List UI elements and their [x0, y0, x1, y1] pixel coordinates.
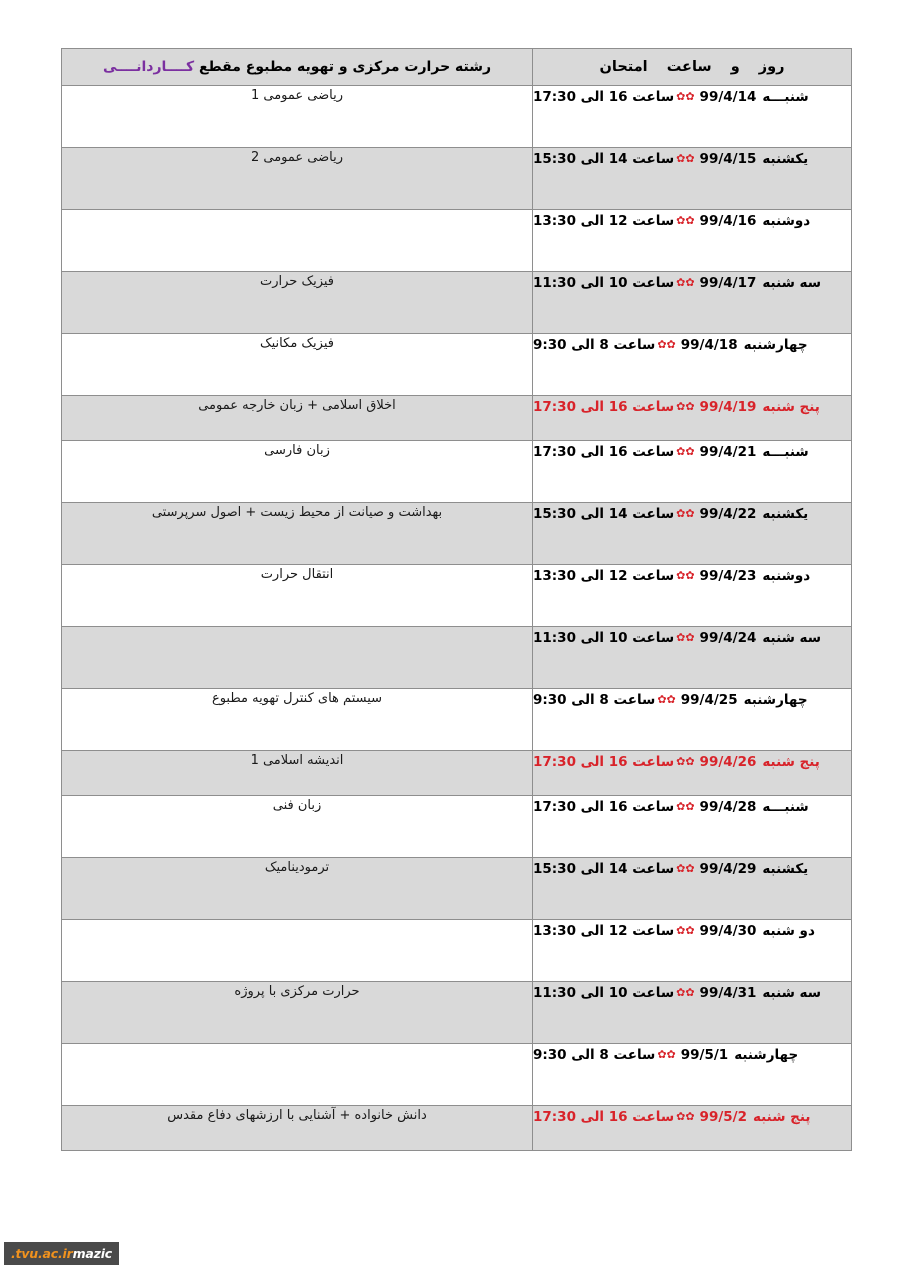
exam-hour-label: ساعت 16 الی 17:30 — [533, 444, 675, 460]
exam-subject-cell — [62, 396, 533, 441]
exam-datetime-text — [533, 1045, 798, 1065]
exam-subject-text: فیزیک مکانیک — [260, 336, 334, 351]
exam-datetime-text — [533, 859, 808, 879]
exam-datetime-cell — [533, 982, 852, 1044]
exam-hour-label: ساعت 12 الی 13:30 — [533, 568, 675, 584]
exam-hour-label: ساعت 8 الی 9:30 — [533, 1047, 656, 1063]
exam-date-label: 99/4/14 — [699, 89, 757, 105]
exam-datetime-cell — [533, 148, 852, 210]
exam-subject-text: حرارت مرکزی با پروژه — [234, 984, 360, 999]
table-row — [62, 334, 852, 396]
exam-datetime-cell — [533, 689, 852, 751]
exam-subject-cell — [62, 1106, 533, 1151]
exam-datetime-text — [533, 504, 808, 524]
exam-hour-label: ساعت 8 الی 9:30 — [533, 337, 656, 353]
column-header-subject-label — [62, 59, 532, 75]
exam-subject-cell — [62, 627, 533, 689]
exam-hour-label: ساعت 14 الی 15:30 — [533, 506, 675, 522]
exam-day-label: شنبـــه — [762, 799, 809, 815]
table-row — [62, 858, 852, 920]
table-row — [62, 272, 852, 334]
exam-date-label: 99/4/30 — [699, 923, 757, 939]
exam-datetime-cell — [533, 858, 852, 920]
exam-date-label: 99/4/18 — [680, 337, 738, 353]
exam-datetime-text — [533, 87, 809, 107]
exam-datetime-cell — [533, 1044, 852, 1106]
exam-subject-cell — [62, 1044, 533, 1106]
exam-day-label: دوشنبه — [762, 213, 811, 229]
exam-datetime-text — [533, 983, 821, 1003]
exam-hour-label: ساعت 16 الی 17:30 — [533, 1109, 675, 1125]
exam-datetime-cell — [533, 334, 852, 396]
table-row — [62, 396, 852, 441]
exam-datetime-text — [533, 397, 820, 417]
flower-separator-icon: ✿✿ — [676, 276, 695, 289]
flower-separator-icon: ✿✿ — [676, 445, 695, 458]
table-row — [62, 210, 852, 272]
exam-date-label: 99/4/16 — [699, 213, 757, 229]
exam-date-label: 99/4/26 — [699, 754, 757, 770]
exam-subject-text: زبان فنی — [272, 798, 322, 813]
exam-datetime-cell — [533, 565, 852, 627]
exam-datetime-text — [533, 442, 809, 462]
exam-subject-text: بهداشت و صیانت از محیط زیست + اصول سرپرستی — [151, 505, 443, 520]
exam-hour-label: ساعت 16 الی 17:30 — [533, 399, 675, 415]
exam-datetime-text — [533, 335, 808, 355]
exam-date-label: 99/4/24 — [699, 630, 757, 646]
exam-subject-text: انتقال حرارت — [260, 567, 334, 582]
exam-hour-label: ساعت 12 الی 13:30 — [533, 213, 675, 229]
flower-separator-icon: ✿✿ — [676, 152, 695, 165]
exam-day-label: چهارشنبه — [743, 337, 808, 353]
exam-subject-text: اخلاق اسلامی + زبان خارجه عمومی — [198, 398, 396, 413]
exam-datetime-cell — [533, 86, 852, 148]
flower-separator-icon: ✿✿ — [676, 986, 695, 999]
exam-subject-cell — [62, 751, 533, 796]
exam-date-label: 99/4/28 — [699, 799, 757, 815]
exam-datetime-text — [533, 211, 810, 231]
exam-day-label: یکشنبه — [762, 861, 809, 877]
exam-subject-cell — [62, 796, 533, 858]
exam-hour-label: ساعت 14 الی 15:30 — [533, 861, 675, 877]
exam-day-label: چهارشنبه — [743, 692, 808, 708]
exam-day-label: سه شنبه — [762, 630, 822, 646]
exam-day-label: یکشنبه — [762, 506, 809, 522]
exam-subject-cell — [62, 503, 533, 565]
column-header-exam-time — [533, 49, 852, 86]
exam-subject-cell — [62, 689, 533, 751]
watermark-suffix: .tvu.ac.ir — [11, 1246, 73, 1261]
flower-separator-icon: ✿✿ — [676, 569, 695, 582]
exam-hour-label: ساعت 8 الی 9:30 — [533, 692, 656, 708]
exam-datetime-cell — [533, 272, 852, 334]
exam-subject-cell — [62, 858, 533, 920]
exam-datetime-text — [533, 566, 810, 586]
exam-day-label: پنج شنبه — [752, 1109, 811, 1125]
exam-subject-text: ریاضی عمومی 1 — [250, 88, 344, 103]
table-row — [62, 920, 852, 982]
table-row — [62, 751, 852, 796]
exam-subject-text: فیزیک حرارت — [259, 274, 335, 289]
exam-day-label: دوشنبه — [762, 568, 811, 584]
exam-hour-label: ساعت 12 الی 13:30 — [533, 923, 675, 939]
exam-datetime-cell — [533, 920, 852, 982]
field-title-text: رشته حرارت مرکزی و تهویه مطبوع مقطع — [198, 59, 492, 75]
flower-separator-icon: ✿✿ — [676, 507, 695, 520]
exam-subject-cell — [62, 982, 533, 1044]
exam-datetime-text — [533, 273, 821, 293]
exam-hour-label: ساعت 16 الی 17:30 — [533, 799, 675, 815]
exam-day-label: یکشنبه — [762, 151, 809, 167]
exam-datetime-cell — [533, 627, 852, 689]
exam-datetime-cell — [533, 1106, 852, 1151]
table-row — [62, 982, 852, 1044]
exam-datetime-text — [533, 797, 809, 817]
exam-subject-text: ترمودینامیک — [264, 860, 330, 875]
flower-separator-icon: ✿✿ — [676, 214, 695, 227]
table-row — [62, 1106, 852, 1151]
flower-separator-icon: ✿✿ — [657, 1048, 676, 1061]
exam-date-label: 99/5/2 — [699, 1109, 747, 1125]
exam-subject-text: دانش خانواده + آشنایی با ارزشهای دفاع مقدس — [167, 1108, 427, 1123]
exam-subject-cell — [62, 86, 533, 148]
flower-separator-icon: ✿✿ — [676, 924, 695, 937]
exam-schedule-table — [61, 48, 852, 1151]
flower-separator-icon: ✿✿ — [676, 400, 695, 413]
watermark-prefix: mazic — [72, 1246, 112, 1261]
exam-date-label: 99/4/25 — [680, 692, 738, 708]
exam-date-label: 99/4/17 — [699, 275, 757, 291]
degree-level-text: کــــاردانــــی — [102, 59, 195, 75]
table-row — [62, 441, 852, 503]
exam-subject-text: اندیشه اسلامی 1 — [250, 753, 344, 768]
exam-datetime-cell — [533, 210, 852, 272]
flower-separator-icon: ✿✿ — [676, 755, 695, 768]
exam-hour-label: ساعت 10 الی 11:30 — [533, 275, 675, 291]
exam-subject-cell — [62, 148, 533, 210]
exam-date-label: 99/4/15 — [699, 151, 757, 167]
flower-separator-icon: ✿✿ — [657, 338, 676, 351]
exam-subject-cell — [62, 920, 533, 982]
exam-day-label: پنج شنبه — [762, 754, 820, 770]
exam-datetime-text — [533, 149, 808, 169]
exam-day-label: سه شنبه — [762, 275, 822, 291]
table-row — [62, 503, 852, 565]
exam-date-label: 99/4/22 — [699, 506, 757, 522]
exam-subject-cell — [62, 334, 533, 396]
exam-date-label: 99/5/1 — [680, 1047, 729, 1063]
exam-date-label: 99/4/19 — [699, 399, 757, 415]
exam-day-label: سه شنبه — [762, 985, 822, 1001]
flower-separator-icon: ✿✿ — [676, 800, 695, 813]
column-header-exam-time-label: روز و ساعت امتحان — [599, 59, 785, 75]
column-header-subject — [62, 49, 533, 86]
table-body — [62, 86, 852, 1151]
flower-separator-icon: ✿✿ — [676, 90, 695, 103]
exam-date-label: 99/4/29 — [699, 861, 757, 877]
exam-subject-cell — [62, 272, 533, 334]
table-row — [62, 1044, 852, 1106]
table-row — [62, 796, 852, 858]
exam-datetime-cell — [533, 796, 852, 858]
flower-separator-icon: ✿✿ — [676, 631, 695, 644]
table-row — [62, 689, 852, 751]
exam-datetime-cell — [533, 396, 852, 441]
table-row — [62, 627, 852, 689]
exam-datetime-text — [533, 690, 808, 710]
exam-hour-label: ساعت 16 الی 17:30 — [533, 754, 675, 770]
flower-separator-icon: ✿✿ — [676, 1110, 695, 1123]
exam-day-label: پنج شنبه — [762, 399, 820, 415]
exam-table-container — [62, 48, 852, 1151]
exam-hour-label: ساعت 10 الی 11:30 — [533, 985, 675, 1001]
exam-hour-label: ساعت 10 الی 11:30 — [533, 630, 675, 646]
exam-datetime-text — [533, 628, 821, 648]
exam-datetime-cell — [533, 751, 852, 796]
exam-date-label: 99/4/21 — [699, 444, 757, 460]
exam-datetime-text — [533, 752, 820, 772]
exam-datetime-cell — [533, 503, 852, 565]
exam-subject-cell — [62, 565, 533, 627]
exam-subject-cell — [62, 210, 533, 272]
exam-day-label: چهارشنبه — [734, 1047, 799, 1063]
table-row — [62, 86, 852, 148]
flower-separator-icon: ✿✿ — [657, 693, 676, 706]
exam-date-label: 99/4/23 — [699, 568, 757, 584]
table-row — [62, 148, 852, 210]
exam-subject-text: سیستم های کنترل تهویه مطبوع — [211, 691, 383, 706]
exam-datetime-text — [533, 1107, 810, 1127]
exam-datetime-cell — [533, 441, 852, 503]
exam-day-label: شنبـــه — [762, 444, 809, 460]
exam-day-label: دو شنبه — [762, 923, 815, 939]
exam-subject-text: ریاضی عمومی 2 — [250, 150, 344, 165]
table-header — [62, 49, 852, 86]
exam-datetime-text — [533, 921, 815, 941]
flower-separator-icon: ✿✿ — [676, 862, 695, 875]
exam-hour-label: ساعت 14 الی 15:30 — [533, 151, 675, 167]
exam-day-label: شنبـــه — [762, 89, 809, 105]
table-header-row — [62, 49, 852, 86]
site-watermark — [4, 1242, 119, 1265]
exam-subject-text: زبان فارسی — [264, 443, 330, 458]
exam-subject-cell — [62, 441, 533, 503]
table-row — [62, 565, 852, 627]
exam-date-label: 99/4/31 — [699, 985, 757, 1001]
exam-hour-label: ساعت 16 الی 17:30 — [533, 89, 675, 105]
